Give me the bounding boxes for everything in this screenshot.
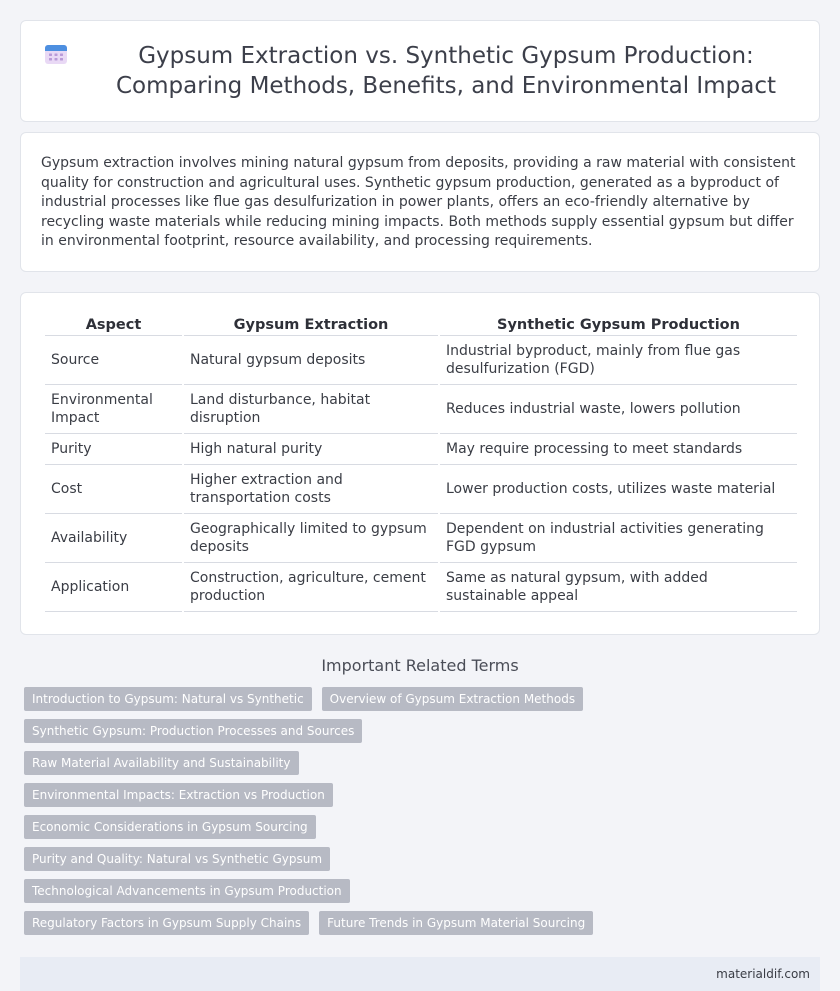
- table-cell: Application: [45, 563, 182, 612]
- table-cell: Purity: [45, 434, 182, 465]
- related-terms-title: Important Related Terms: [321, 656, 519, 675]
- comparison-table: [43, 313, 799, 612]
- table-cell: Lower production costs, utilizes waste material: [440, 465, 797, 514]
- page-title: Gypsum Extraction vs. Synthetic Gypsum Production: Comparing Methods, Benefits, and Environmental Impact: [116, 43, 776, 99]
- term-tag[interactable]: Technological Advancements in Gypsum Production: [24, 879, 350, 903]
- table-cell: May require processing to meet standards: [440, 434, 797, 465]
- table-cell: Environmental Impact: [45, 385, 182, 434]
- term-tag[interactable]: Future Trends in Gypsum Material Sourcing: [319, 911, 593, 935]
- header-inner: [44, 41, 796, 101]
- column-header-aspect: Aspect: [45, 313, 182, 336]
- table-cell: Industrial byproduct, mainly from flue gas desulfurization (FGD): [440, 336, 797, 385]
- header-card: [20, 20, 820, 122]
- calendar-icon: [44, 43, 68, 65]
- table-row: [45, 465, 797, 514]
- term-tag[interactable]: Introduction to Gypsum: Natural vs Synthetic: [24, 687, 312, 711]
- comparison-card: [20, 292, 820, 635]
- column-header-synthetic: Synthetic Gypsum Production: [440, 313, 797, 336]
- term-tag[interactable]: Environmental Impacts: Extraction vs Production: [24, 783, 333, 807]
- table-cell: Cost: [45, 465, 182, 514]
- term-tag[interactable]: Regulatory Factors in Gypsum Supply Chains: [24, 911, 309, 935]
- table-cell: Dependent on industrial activities generating FGD gypsum: [440, 514, 797, 563]
- footer-site[interactable]: materialdif.com: [716, 967, 810, 981]
- column-header-extraction: Gypsum Extraction: [184, 313, 438, 336]
- table-row: [45, 514, 797, 563]
- table-cell: Land disturbance, habitat disruption: [184, 385, 438, 434]
- related-terms-list: [20, 687, 620, 943]
- table-cell: Higher extraction and transportation costs: [184, 465, 438, 514]
- table-header-row: [45, 313, 797, 336]
- table-row: [45, 563, 797, 612]
- table-cell: Same as natural gypsum, with added sustainable appeal: [440, 563, 797, 612]
- intro-text: Gypsum extraction involves mining natural gypsum from deposits, providing a raw material with consistent quality for construction and agricultural uses. Synthetic gypsum production, generated as a byproduct of industrial processes like flue gas desulfurization in power plants, offers an eco-friendly alternative by recycling waste materials while reducing mining impacts. Both methods supply essential gypsum but differ in environmental footprint, resource availability, and processing requirements.: [41, 155, 796, 249]
- term-tag[interactable]: Raw Material Availability and Sustainability: [24, 751, 299, 775]
- term-tag[interactable]: Overview of Gypsum Extraction Methods: [322, 687, 583, 711]
- table-row: [45, 336, 797, 385]
- table-cell: Source: [45, 336, 182, 385]
- footer: [20, 957, 820, 991]
- table-cell: Natural gypsum deposits: [184, 336, 438, 385]
- table-cell: Reduces industrial waste, lowers pollution: [440, 385, 797, 434]
- term-tag[interactable]: Synthetic Gypsum: Production Processes and Sources: [24, 719, 362, 743]
- table-cell: Geographically limited to gypsum deposits: [184, 514, 438, 563]
- table-cell: Availability: [45, 514, 182, 563]
- table-row: [45, 385, 797, 434]
- term-tag[interactable]: Economic Considerations in Gypsum Sourcing: [24, 815, 316, 839]
- table-cell: Construction, agriculture, cement production: [184, 563, 438, 612]
- table-row: [45, 434, 797, 465]
- table-cell: High natural purity: [184, 434, 438, 465]
- intro-card: [20, 132, 820, 272]
- term-tag[interactable]: Purity and Quality: Natural vs Synthetic Gypsum: [24, 847, 330, 871]
